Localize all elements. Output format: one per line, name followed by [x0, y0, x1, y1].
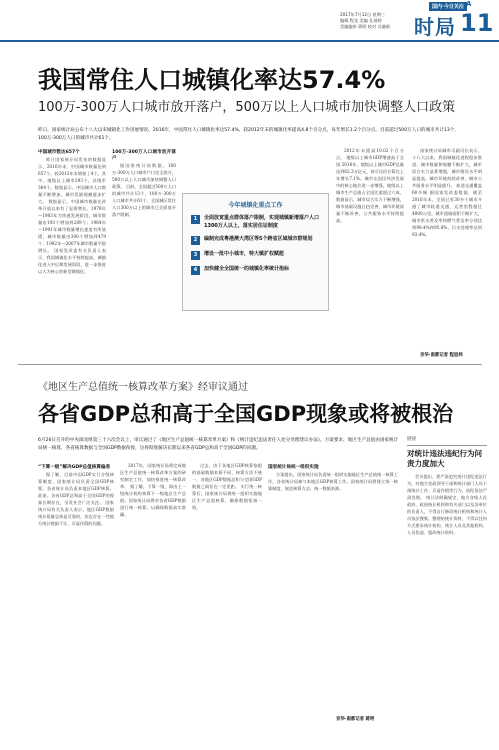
article2-col2-text: 2017年，国家统计局将完成地区生产总值统一核算改革方案的研究制定工作，加快推进统一核算改革。 据了解，下算一级，即由上一级统计机构核算下一级地区生产总值。国家统计局将对各省GDP数据进行统一核算，以确保数据真实准确。	[120, 463, 186, 517]
sidebar-body	[407, 473, 487, 673]
masthead-rule	[0, 40, 499, 42]
article2-col3-text: 过去，由于各地区GDP核算依据的基础数据来源不同，核算方法不统一，各地区GDP数据总和与全国GDP数据之间存在一定差距。 实行统一核算后，国家统计局将统一组织实施地区生产总值核算，确保数据衔接一致。	[192, 463, 262, 510]
article1-column-1	[38, 147, 106, 355]
key-task-item	[191, 251, 320, 260]
article2-col4-heading: 国家统计局统一组织实施	[268, 465, 319, 470]
article-divider	[18, 364, 482, 365]
key-task-number: 2	[191, 236, 200, 245]
article2-column-1	[38, 462, 114, 724]
key-task-number: 3	[191, 251, 200, 260]
article2-column-3	[192, 462, 262, 724]
article2-column-4	[268, 462, 398, 712]
article2-col1-heading: “下算一级”解决GDP总值核算偏差	[38, 465, 111, 470]
article1-col3-text: 2012年末提高10.02个百分点。 地级以上城市GDP增速高于全国 2016年，地级以上城市GDP总量达到62.3万亿元，按可比价计算比上年增长7.1%。城市在国民经济发展中的核心地位进一步增强，地级以上城市生产总值占全国比重超过六成。 数据显示，城市综合实力不断增强，城市基础设施日趋完善，城市环境质量不断改善，公共服务水平持续提高。	[336, 148, 404, 223]
section-tag: 国内·今日关注	[429, 2, 467, 11]
sidebar-text: 会议提出，要严肃追究统计违纪违法行为，对地方党政领导干部和统计部门人员干预统计工作、弄虚作假等行为，依纪依法严肃处理。 统计法明确规定，地方各级人民政府、政府统计机构和有关部门以及各单位的负责人，不得自行修改统计机构和统计人员依法搜集、整理的统计资料，不得以任何方式要求统计机构、统计人员及其他机构、人员伪造、篡改统计资料。	[407, 474, 487, 535]
article1-col1-text: 昨日国家统计局发布的数据显示，2016年末，中国城市数量达到657个，较2012年末增加了4个。其中，地级以上城市293个，县级市364个。数据显示，中国城市人口数量不断增加，城市发展规模逐步扩大。 数据显示，中国城市数量在改革开放以来有了显著增长。1978年—1983年为快速发展阶段，城市数量由193个增加到289个；1984年—1991年城市数量增长速度有所放缓，城市数量由300个增加到479个；1992年—2007年城市数量平稳增长。 国家发改委有关负责人表示，我国城镇化水平持续提高，城镇化进入中后期发展阶段，进一步推进以人为核心的新型城镇化。	[38, 157, 106, 274]
key-tasks-box	[182, 193, 329, 311]
key-task-number: 4	[191, 266, 200, 275]
sidebar-rule	[407, 445, 487, 446]
key-tasks-title: 今年城镇化重点工作	[228, 202, 283, 209]
key-task-item	[191, 215, 320, 230]
sidebar-kicker: 链接	[407, 437, 417, 442]
article1-subhead: 100万-300万人口城市放开落户，500万以上人口城市加快调整人口政策	[38, 100, 456, 115]
page-number: 11	[460, 9, 494, 37]
article2-kicker: 《地区生产总值统一核算改革方案》经审议通过	[38, 382, 248, 393]
article1-lead: 昨日，国家统计局公布十八大以来城镇化工作进展情况。2016年，中国常住人口城镇化率达57.4%，较2012年末的城镇化率提高4.8个百分点，每年增长1.2个百分点。目前超过500万人口的城市共计13个，100万-300万人口的城市共计61个。	[38, 128, 459, 141]
key-task-number: 1	[191, 215, 200, 224]
masthead	[0, 0, 499, 42]
related-sidebar	[407, 436, 487, 673]
key-task-item	[191, 266, 320, 275]
editor-line: 编辑 程龙 美编 孔靖婷	[340, 18, 382, 23]
article2-byline: 京华·南都记者 蒋明	[336, 717, 375, 722]
key-task-text: 增设一批中小城市，特大镇扩权赋能	[204, 251, 285, 257]
article1-byline: 京华·南都记者 程思炜	[420, 353, 463, 358]
article1-col2-heading: 100万-300万人口城市放开落户	[112, 150, 176, 161]
article2-headline: 各省GDP总和高于全国GDP现象或将被根治	[38, 402, 454, 426]
key-task-text: 编制完成粤港澳大湾区等5个跨省区域城市群规划	[204, 236, 313, 242]
article1-col1-heading: 中国城市数达657个	[38, 150, 80, 155]
article2-lead: 6月26日召开的中央深改组第三十六次会议上，审议通过了《地区生产总值统一核算改革方案》和《统计违纪违法责任人处分处理建议办法》。方案要求，地区生产总值由国家统计局统一核算，各省核算数据与全国GDP数据衔接，这将彻底解决长期以来各省GDP总和高于全国GDP的问题。	[38, 438, 399, 451]
article1-column-4	[412, 147, 482, 347]
article1-column-3	[336, 147, 404, 347]
article1-headline: 我国常住人口城镇化率达57.4%	[38, 66, 386, 94]
article2-column-2	[120, 462, 186, 724]
key-task-text: 加快健全全国统一的城镇化率统计指标	[204, 266, 290, 272]
edition-letter: A	[466, 0, 472, 8]
proofread-line: 美编编审 蒋明 校对 冯谦新	[340, 24, 391, 29]
key-task-text: 全面放宽重点群体落户限制，实现城镇新增落户人口1300万人以上，落实居住证制度	[204, 215, 320, 229]
key-task-item	[191, 236, 320, 245]
masthead-meta	[340, 12, 415, 30]
sidebar-title: 对统计违法违纪行为问责力度加大	[407, 449, 482, 468]
article2-col1-text: 据了解，目前中国GDP实行分级核算制度，国家统计局负责全国GDP核算，各省统计局负责本地区GDP核算。此前，各省GDP总和高于全国GDP的现象长期存在，引发社会广泛关注。 国家统计局有关负责人表示，地区GDP数据统计质量总体是可靠的，但也存在一些地方统计数据不实、弄虚作假的问题。	[38, 472, 114, 526]
article1-col4-text: 国家统计局城市司副司长表示，十八大以来，我国城镇化进程稳步推进，城市数量和规模不断扩大，城市综合实力显著增强，城市建设水平明显提高，城市环境持续改善，城市公共服务水平明显提升。 轨道交通覆盖60多城 据国家发改委数据，截至2016年末，全国已有30多个城市开通了城市轨道交通，运营里程超过4000公里。城市道路面积不断扩大，城市供水普及率和燃气普及率分别达到98.4%和95.8%，污水处理率达到93.4%。	[412, 148, 482, 237]
article1-col2-text: 据国家统计局数据，100万-300万人口城市户口完全放开，500万以上人口城市加快调整人口政策。 目前，全国超过500万人口的城市共计13个，100万-300万人口城市共计61个，全国城区常住人口300万以上的城市已全面放开落户限制。	[112, 163, 176, 217]
article1-column-2	[112, 147, 176, 355]
article2-col4-text: 方案提出，国家统计局负责统一组织实施地区生产总值统一核算工作，各省统计局参与本地区GDP核算工作。国家统计局将建立统一核算制度，规范核算方法，统一数据来源。	[268, 472, 398, 491]
issue-date: 2017年7月12日 星期三	[340, 12, 386, 17]
section-title: 时局	[414, 15, 456, 39]
